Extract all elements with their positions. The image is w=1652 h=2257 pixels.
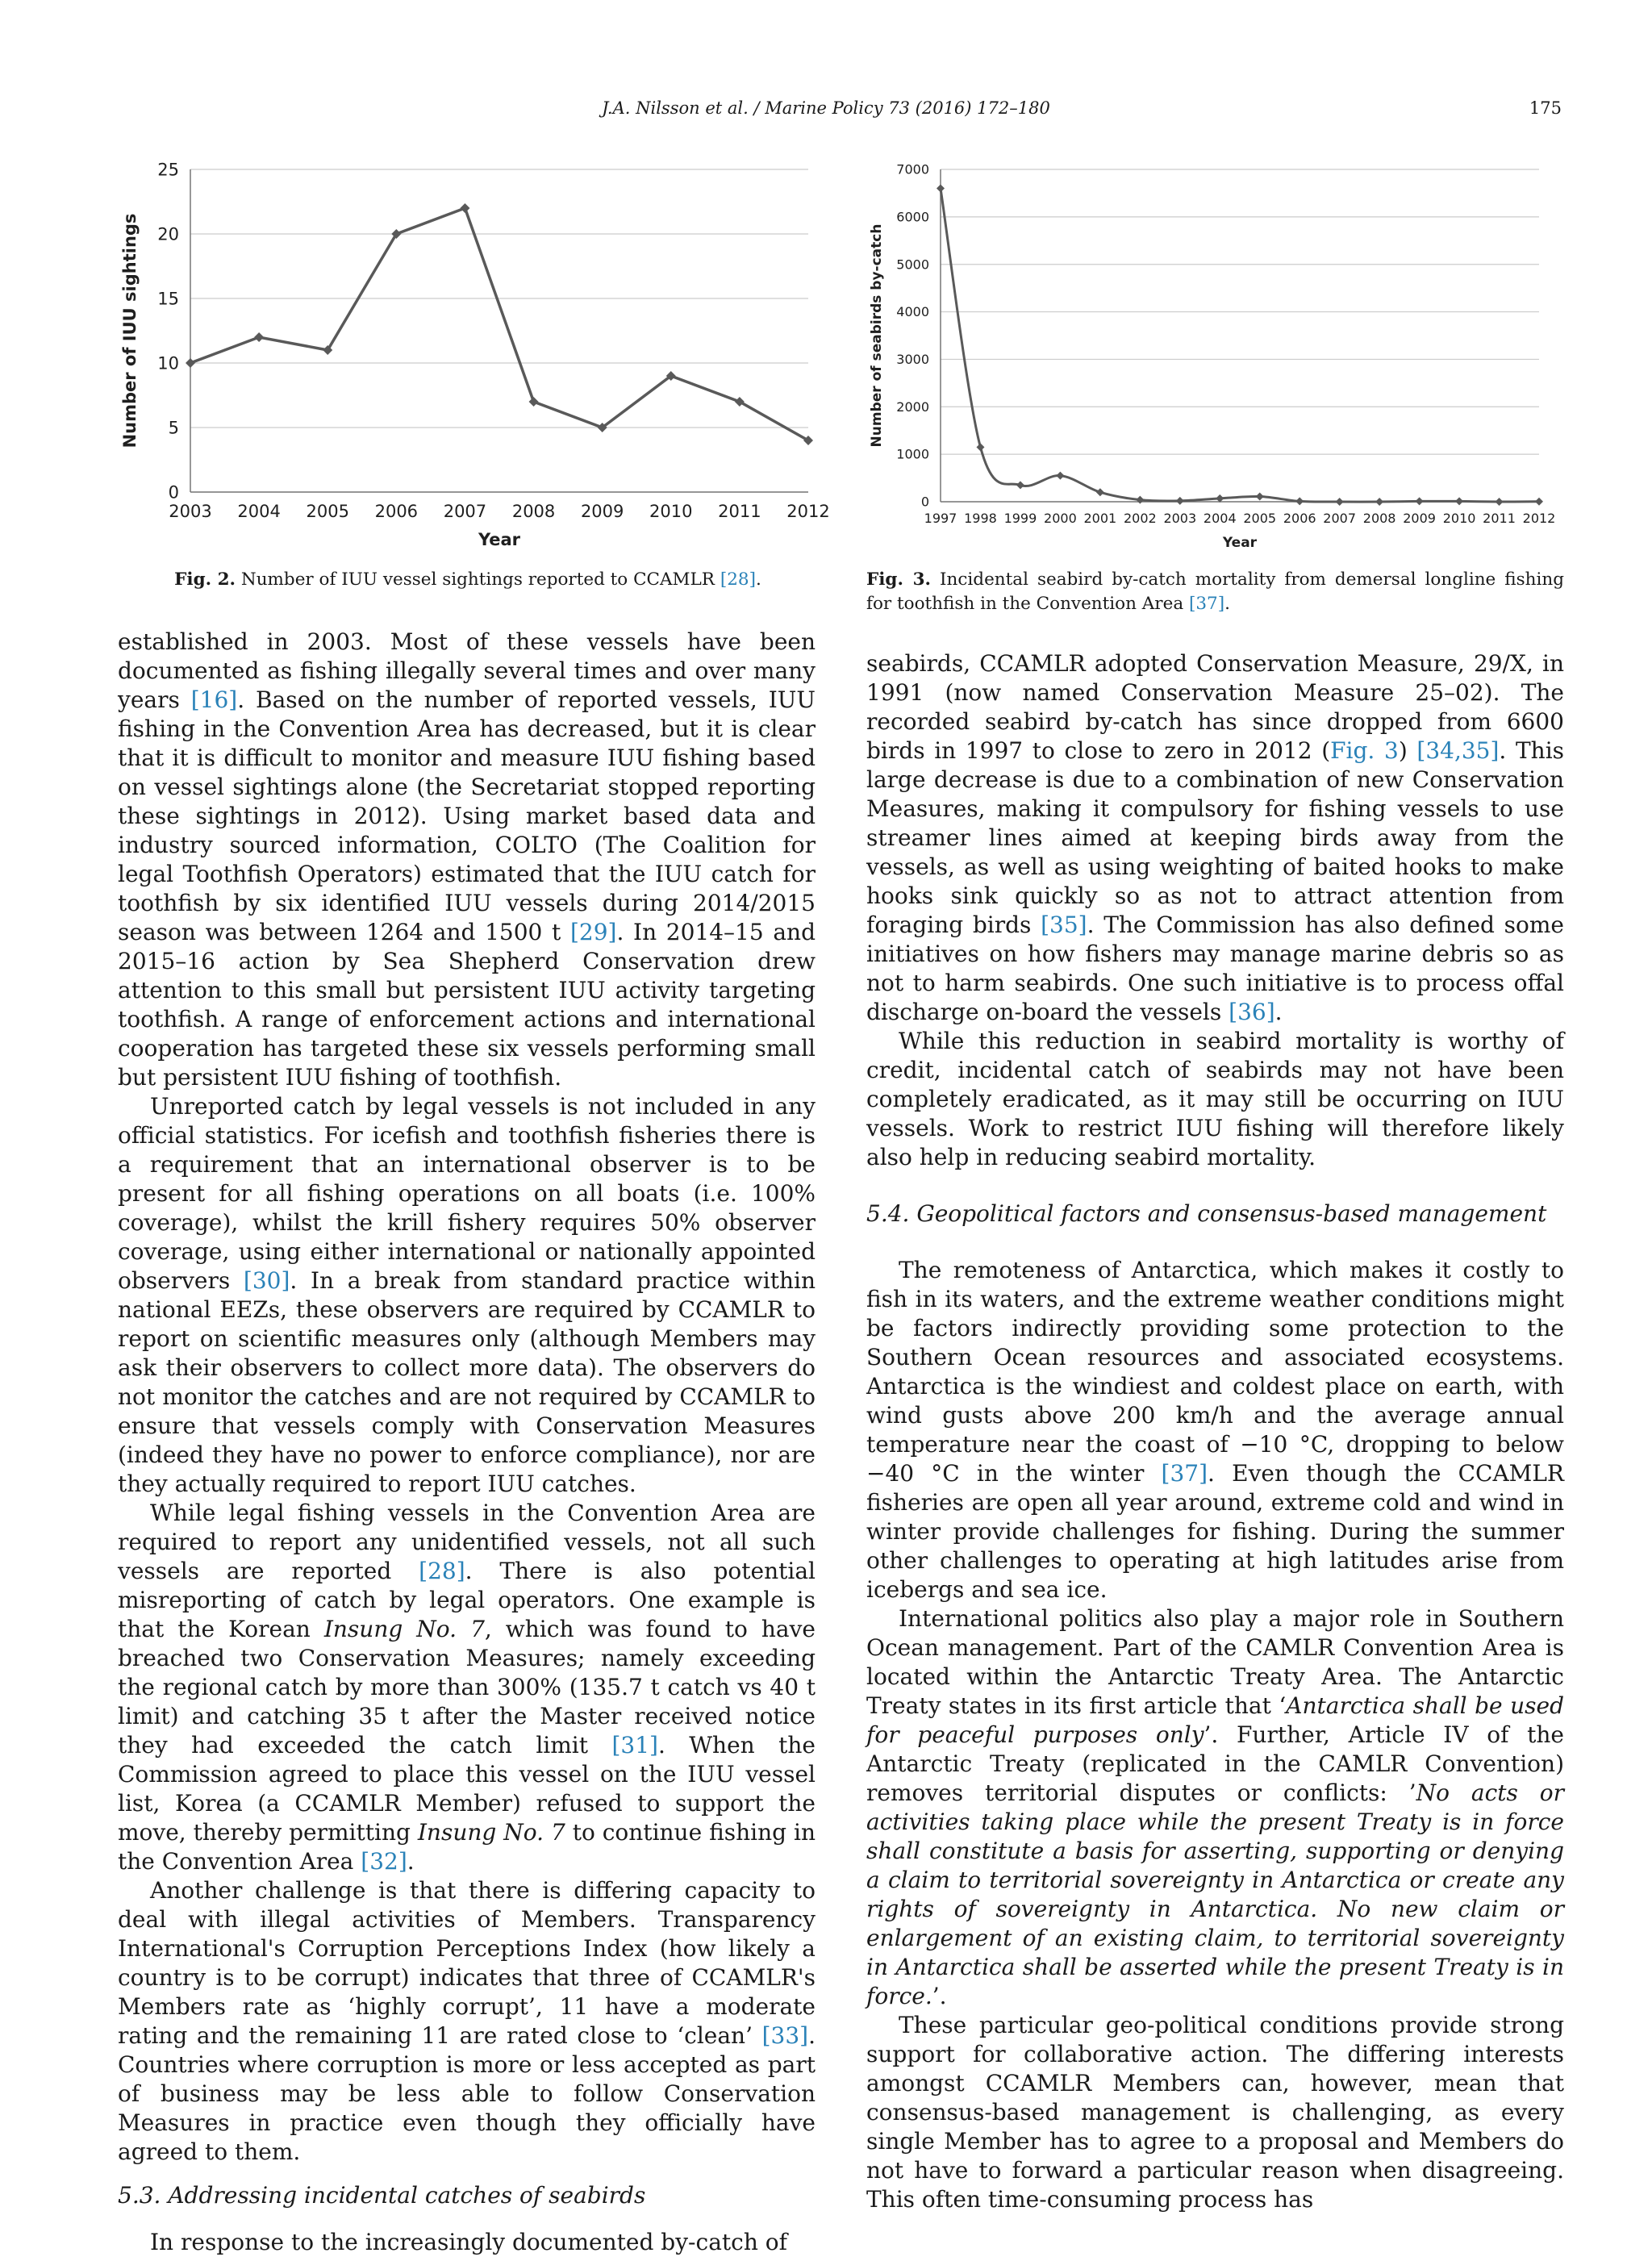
text: ’. — [932, 1983, 947, 2009]
fig3-y-tick-label: 6000 — [896, 209, 929, 225]
text: Another challenge is that there is differing capacity to deal with illegal activities of Members. Transparency International's Corruption Perceptions Index (how likely a country is to be corrupt) indicates that three of CCAMLR's Members rate as ‘highly corrupt’, 11 have a moderate rating and the remaining 11 are rated close to ‘clean’ — [118, 1877, 816, 2049]
text: The remoteness of Antarctica, which makes it costly to fish in its waters, and the extreme weather conditions might be factors indirectly providing some protection to the Southern Ocean resources and associated ecosystems. Antarctica is the windiest and coldest place on earth, with wind gusts above 200 km/h and the average annual temperature near the coast of −10 °C, dropping to below −40 °C in the winter — [866, 1257, 1564, 1487]
fig3-data-point — [1336, 498, 1344, 506]
fig2-y-tick-label: 0 — [168, 482, 179, 503]
fig3-x-axis-label: Year — [1222, 535, 1258, 551]
fig3-x-tick-label: 2006 — [1283, 511, 1316, 526]
fig2-data-point — [254, 332, 264, 342]
citation-link[interactable]: [16] — [190, 686, 238, 713]
fig3-data-point — [1535, 498, 1543, 506]
fig3-data-point — [1496, 498, 1504, 506]
text: ) — [1398, 737, 1417, 764]
treaty-quote: No acts or activities taking place while the present Treaty is in force shall constitute a basis for asserting, supporting or denying a claim to territorial sovereignty in Antarctica or create any rights of sovereignty in Antarctica. No new claim or enlargement of an existing claim, to territorial sovereignty in Antarctica shall be asserted while the present Treaty is in force. — [866, 1779, 1564, 2009]
fig2-x-tick-label: 2011 — [718, 502, 761, 521]
text: ’. Further, Article IV of the Antarctic Treaty (replicated in the CAMLR Convention) removes territorial disputes or conflicts: ’ — [866, 1721, 1564, 1806]
paragraph — [118, 1499, 816, 1876]
fig3-data-point — [1375, 498, 1383, 506]
fig2-x-tick-label: 2008 — [511, 502, 556, 521]
fig2-y-tick-label: 10 — [157, 353, 179, 373]
citation-link[interactable]: [29] — [569, 919, 617, 945]
fig2-y-tick-label: 20 — [157, 224, 179, 244]
fig2-x-tick-label: 2012 — [786, 502, 830, 521]
figure-3-caption-text: Incidental seabird by-catch mortality from demersal longline fishing for toothfish in the Convention Area — [866, 569, 1564, 614]
fig2-data-point — [460, 203, 469, 213]
fig2-x-tick-label: 2009 — [580, 502, 624, 521]
fig2-data-point — [529, 397, 539, 407]
citation-link[interactable]: [32] — [361, 1848, 407, 1875]
text: . This large decrease is due to a combination of new Conservation Measures, making it compulsory for fishing vessels to use streamer lines aimed at keeping birds away from the vessels, as well as using weighting of baited hooks to make hooks sink quickly so as not to attract attention from foraging birds — [866, 737, 1565, 938]
vessel-name: Insung No. 7 — [417, 1819, 565, 1846]
fig2-data-point — [186, 358, 195, 368]
text: . Countries where corruption is more or less accepted as part of business may be less able to follow Conservation Measures in practice even though they officially have agreed to them. — [118, 2022, 816, 2165]
figure-2-label: Fig. 2. — [174, 569, 236, 590]
citation-link[interactable]: [35] — [1041, 912, 1087, 938]
journal-citation: J.A. Nilsson et al. / Marine Policy 73 (2016) 172–180 — [602, 98, 1050, 118]
text: to continue fishing in the Convention Area — [118, 1819, 816, 1875]
fig2-y-tick-label: 25 — [157, 160, 179, 180]
fig3-y-tick-label: 1000 — [896, 446, 929, 462]
figure-3 — [866, 153, 1576, 561]
text: . The Commission has also defined some initiatives on how fishers may manage marine debris so as not to harm seabirds. One such initiative is to process offal discharge on-board the vessels — [866, 912, 1564, 1025]
fig2-x-tick-label: 2007 — [443, 502, 487, 521]
figure-3-caption-end: . — [1224, 594, 1230, 614]
text: seabirds, CCAMLR adopted Conservation Measure, 29/X, in 1991 (now named Conservation Measure 25–02). The recorded seabird by-catch has since dropped from 6600 birds in 1997 to close to zero in 2012 ( — [866, 650, 1564, 764]
fig3-y-tick-label: 4000 — [896, 304, 929, 320]
paragraph — [866, 1256, 1564, 1604]
fig3-data-point — [976, 443, 984, 451]
section-heading-5-3: 5.3. Addressing incidental catches of seabirds — [118, 2182, 646, 2209]
fig2-series-line — [190, 208, 808, 440]
paragraph — [866, 649, 1564, 1027]
paragraph — [118, 1876, 816, 2167]
treaty-quote: Antarctica shall be used for peaceful purposes only — [866, 1692, 1565, 1748]
text: . When the Commission agreed to place this vessel on the IUU vessel list, Korea (a CCAMLR Member) refused to support the move, thereby permitting — [118, 1732, 816, 1846]
fig3-y-tick-label: 7000 — [896, 161, 929, 177]
fig2-x-tick-label: 2004 — [237, 502, 281, 521]
text: International politics also play a major role in Southern Ocean management. Part of the CAMLR Convention Area is located within the Antarctic Treaty Area. The Antarctic Treaty states in its first article that ‘ — [866, 1605, 1564, 1719]
fig3-x-tick-label: 2007 — [1323, 511, 1357, 526]
fig3-x-tick-label: 1998 — [964, 511, 997, 526]
right-column — [866, 649, 1564, 2214]
text: . In 2014–15 and 2015–16 action by Sea Shepherd Conservation drew attention to this small but persistent IUU activity targeting toothfish. A range of enforcement actions and international cooperation has targeted these six vessels performing small but persistent IUU fishing of toothfish. — [118, 919, 816, 1091]
fig3-data-point — [1455, 497, 1463, 505]
fig3-x-tick-label: 2012 — [1522, 511, 1556, 526]
figure-2-caption-text: Number of IUU vessel sightings reported to CCAMLR — [240, 569, 715, 590]
fig3-x-tick-label: 2009 — [1403, 511, 1436, 526]
figure-2-chart — [113, 153, 830, 565]
text: . Based on the number of reported vessels, IUU fishing in the Convention Area has decreased, but it is clear that it is difficult to monitor and measure IUU fishing based on vessel sightings alone (the Secretariat stopped reporting these sightings in 2012). Using market based data and industry sourced information, COLTO (The Coalition for legal Toothfish Operators) estimated that the IUU catch for toothfish by six identified IUU vessels during 2014/2015 season was between 1264 and 1500 t — [118, 686, 816, 945]
running-head — [0, 98, 1652, 127]
paragraph — [118, 1092, 816, 1499]
figure-2-ref-link[interactable]: [28] — [720, 569, 756, 590]
figure-2-caption-end: . — [755, 569, 761, 590]
fig2-y-tick-label: 5 — [168, 418, 179, 438]
left-column — [118, 628, 816, 2257]
vessel-name: Insung No. 7 — [323, 1616, 485, 1642]
figure-3-label: Fig. 3. — [866, 569, 932, 590]
fig3-data-point — [1096, 488, 1104, 496]
fig2-y-axis-label: Number of IUU sightings — [120, 213, 140, 448]
paragraph — [118, 628, 816, 1092]
fig2-x-tick-label: 2010 — [649, 502, 693, 521]
fig2-x-axis-label: Year — [478, 530, 521, 549]
fig3-y-axis-label: Number of seabirds by-catch — [869, 223, 885, 448]
fig3-x-tick-label: 2003 — [1163, 511, 1197, 526]
citation-link[interactable]: [31] — [611, 1732, 658, 1758]
fig2-y-tick-label: 15 — [157, 289, 179, 309]
figure-link[interactable]: Fig. 3 — [1330, 737, 1399, 764]
fig3-x-tick-label: 2001 — [1083, 511, 1117, 526]
fig3-x-tick-label: 2002 — [1123, 511, 1157, 526]
figure-2 — [113, 153, 830, 565]
text: . Even though the CCAMLR fisheries are open all year around, extreme cold and wind in winter provide challenges for fishing. During the summer other challenges to operating at high latitudes arise from icebergs and sea ice. — [866, 1460, 1565, 1603]
fig3-y-tick-label: 3000 — [896, 352, 929, 368]
fig3-y-tick-label: 2000 — [896, 398, 929, 415]
figure-3-ref-link[interactable]: [37] — [1188, 594, 1225, 614]
figure-2-caption — [113, 568, 823, 592]
paragraph: These particular geo-political conditions provide strong support for collaborative action. The differing interests amongst CCAMLR Members can, however, mean that consensus-based management is challenging, as every single Member has to agree to a proposal and Members do not have to forward a particular reason when disagreeing. This often time-consuming process has — [866, 2012, 1564, 2213]
fig3-x-tick-label: 2008 — [1362, 511, 1396, 526]
citation-link[interactable]: [30] — [243, 1267, 290, 1294]
text: . In a break from standard practice within national EEZs, these observers are required by CCAMLR to report on scientific measures only (although Members may ask their observers to collect more data). The observers do not monitor the catches and are not required by CCAMLR to ensure that vessels comply with Conservation Measures (indeed they have no power to enforce compliance), nor are they actually required to report IUU catches. — [118, 1267, 816, 1497]
fig3-x-tick-label: 1999 — [1003, 511, 1037, 526]
fig3-x-tick-label: 2004 — [1203, 511, 1237, 526]
figure-3-chart — [866, 153, 1576, 561]
fig3-data-point — [1416, 497, 1424, 505]
citation-link[interactable]: [36] — [1229, 999, 1275, 1025]
fig2-x-tick-label: 2006 — [374, 502, 419, 521]
citation-link[interactable]: [37] — [1161, 1460, 1208, 1487]
fig3-y-tick-label: 5000 — [896, 257, 929, 273]
figure-3-caption — [866, 568, 1564, 616]
fig3-data-point — [937, 185, 945, 193]
text: . There is also potential misreporting of catch by legal operators. One example is that the Korean — [118, 1558, 816, 1642]
text: . — [1274, 999, 1283, 1025]
fig3-data-point — [1016, 481, 1024, 489]
fig3-data-point — [1176, 497, 1184, 505]
fig2-x-tick-label: 2003 — [169, 502, 212, 521]
fig2-x-tick-label: 2005 — [306, 502, 349, 521]
fig3-x-tick-label: 2011 — [1483, 511, 1516, 526]
text: established in 2003. Most of these vessels have been documented as fishing illegally several times and over many years — [118, 628, 816, 713]
section-heading-5-4: 5.4. Geopolitical factors and consensus-based management — [866, 1200, 1547, 1227]
citation-link[interactable]: [34,35] — [1416, 737, 1500, 764]
fig3-y-tick-label: 0 — [920, 494, 929, 510]
fig3-data-point — [1056, 472, 1064, 480]
fig3-x-tick-label: 1997 — [924, 511, 957, 526]
text: . — [407, 1848, 415, 1875]
paragraph — [866, 1604, 1564, 2011]
page-number: 175 — [1529, 98, 1562, 118]
paragraph: While this reduction in seabird mortality is worthy of credit, incidental catch of seabirds may not have been completely eradicated, as it may still be occurring on IUU vessels. Work to restrict IUU fishing will therefore likely also help in reducing seabird mortality. — [866, 1028, 1564, 1170]
text: While legal fishing vessels in the Convention Area are required to report any unidentified vessels, not all such vessels are reported — [118, 1500, 816, 1584]
fig3-series-line — [941, 189, 1539, 503]
fig3-data-point — [1256, 493, 1264, 501]
fig3-data-point — [1295, 497, 1304, 505]
citation-link[interactable]: [28] — [419, 1558, 465, 1584]
fig3-data-point — [1136, 496, 1144, 504]
fig3-x-tick-label: 2005 — [1243, 511, 1277, 526]
citation-link[interactable]: [33] — [761, 2022, 809, 2049]
text: , which was found to have breached two Conservation Measures; namely exceeding the regional catch by more than 300% (135.7 t catch vs 40 t limit) and catching 35 t after the Master received notice they had exceeded the catch limit — [118, 1616, 816, 1758]
paragraph: In response to the increasingly documented by-catch of — [150, 2229, 787, 2255]
fig3-x-tick-label: 2000 — [1044, 511, 1077, 526]
fig3-x-tick-label: 2010 — [1442, 511, 1476, 526]
text: Unreported catch by legal vessels is not included in any official statistics. For icefish and toothfish fisheries there is a requirement that an international observer is to be present for all fishing operations on all boats (i.e. 100% coverage), whilst the krill fishery requires 50% observer coverage, using either international or nationally appointed observers — [118, 1093, 816, 1294]
